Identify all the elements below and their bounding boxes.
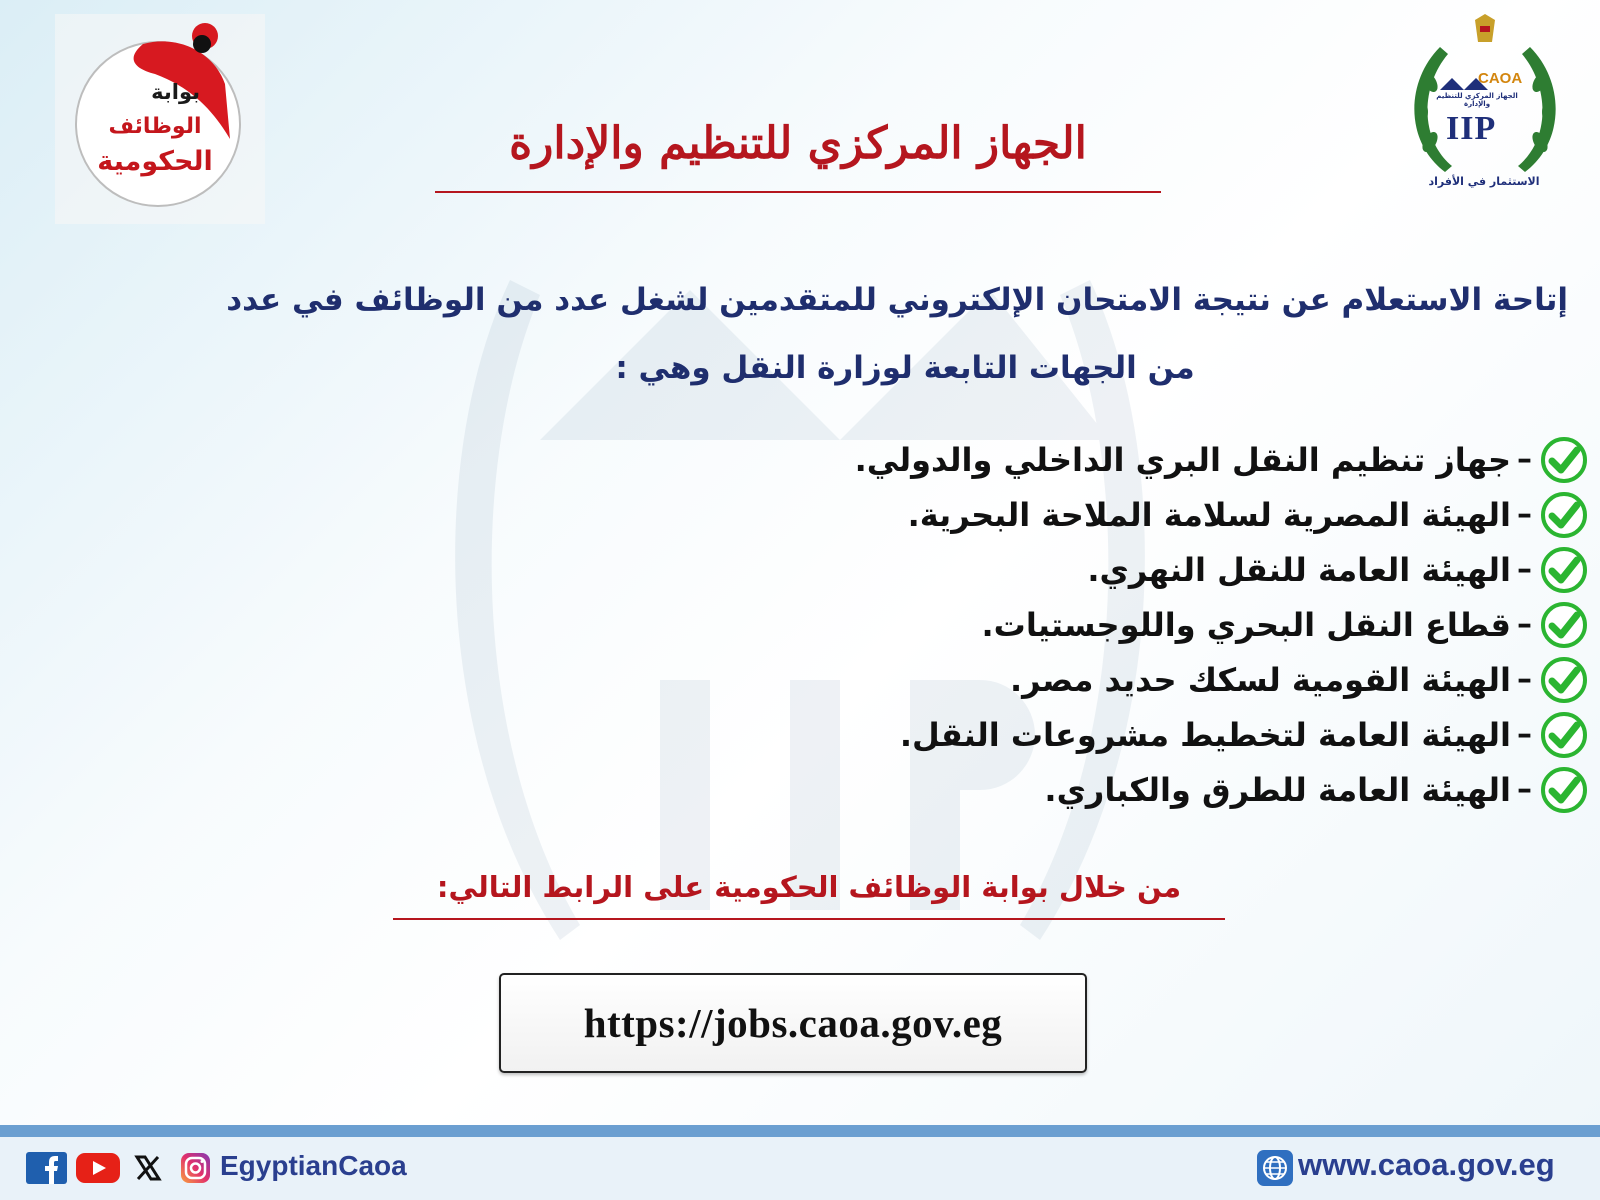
list-marker: –: [1517, 772, 1532, 807]
list-marker: –: [1517, 442, 1532, 477]
check-circle-icon: [1540, 601, 1588, 649]
social-handle[interactable]: EgyptianCaoa: [220, 1150, 407, 1181]
caoa-abbreviation: CAOA: [1478, 70, 1523, 87]
jobs-portal-url[interactable]: https://jobs.caoa.gov.eg: [583, 1000, 1003, 1046]
portal-logo-line1: بوابة: [151, 80, 200, 104]
entity-name: جهاز تنظيم النقل البري الداخلي والدولي.: [854, 440, 1511, 479]
via-portal-text: من خلال بوابة الوظائف الحكومية على الرابط التالي:: [436, 870, 1182, 904]
title-underline: [435, 191, 1161, 193]
entity-name: الهيئة العامة للنقل النهري.: [1087, 550, 1511, 589]
entity-name: الهيئة القومية لسكك حديد مصر.: [1010, 660, 1511, 699]
list-item: [688, 597, 1588, 652]
list-item: [688, 762, 1588, 817]
check-circle-icon: [1540, 491, 1588, 539]
url-link-box[interactable]: [499, 973, 1087, 1073]
list-marker: –: [1517, 717, 1532, 752]
check-circle-icon: [1540, 711, 1588, 759]
entity-name: الهيئة العامة للطرق والكباري.: [1044, 770, 1511, 809]
footer-divider: [0, 1125, 1600, 1137]
entity-name: الهيئة المصرية لسلامة الملاحة البحرية.: [907, 495, 1511, 534]
list-marker: –: [1517, 662, 1532, 697]
portal-logo-line2: الوظائف: [108, 114, 202, 139]
caoa-logo-subtitle: الجهاز المركزي للتنظيم والإدارة: [1436, 92, 1518, 108]
intro-line-2: من الجهات التابعة لوزارة النقل وهي :: [615, 350, 1195, 386]
entity-name: الهيئة العامة لتخطيط مشروعات النقل.: [899, 715, 1511, 754]
x-icon[interactable]: [134, 1152, 162, 1184]
check-circle-icon: [1540, 436, 1588, 484]
iip-mark: IIP: [1446, 110, 1497, 147]
portal-logo-line3: الحكومية: [97, 146, 213, 177]
check-circle-icon: [1540, 656, 1588, 704]
list-item: [688, 542, 1588, 597]
list-item: [688, 707, 1588, 762]
list-item: [688, 652, 1588, 707]
list-marker: –: [1517, 497, 1532, 532]
page-title: الجهاز المركزي للتنظيم والإدارة: [509, 118, 1087, 169]
globe-icon: [1257, 1150, 1293, 1186]
check-circle-icon: [1540, 546, 1588, 594]
facebook-icon[interactable]: [26, 1152, 67, 1184]
list-item: [688, 432, 1588, 487]
via-underline: [393, 918, 1225, 920]
intro-line-1: إتاحة الاستعلام عن نتيجة الامتحان الإلكتروني للمتقدمين لشغل عدد من الوظائف في عدد: [226, 282, 1568, 318]
list-marker: –: [1517, 607, 1532, 642]
instagram-icon[interactable]: [180, 1152, 211, 1184]
caoa-motto: الاستثمار في الأفراد: [1428, 175, 1540, 188]
entities-list: [688, 432, 1588, 817]
youtube-icon[interactable]: [76, 1152, 120, 1184]
website-link[interactable]: www.caoa.gov.eg: [1298, 1147, 1555, 1182]
check-circle-icon: [1540, 766, 1588, 814]
list-item: [688, 487, 1588, 542]
entity-name: قطاع النقل البحري واللوجستيات.: [981, 605, 1511, 644]
list-marker: –: [1517, 552, 1532, 587]
